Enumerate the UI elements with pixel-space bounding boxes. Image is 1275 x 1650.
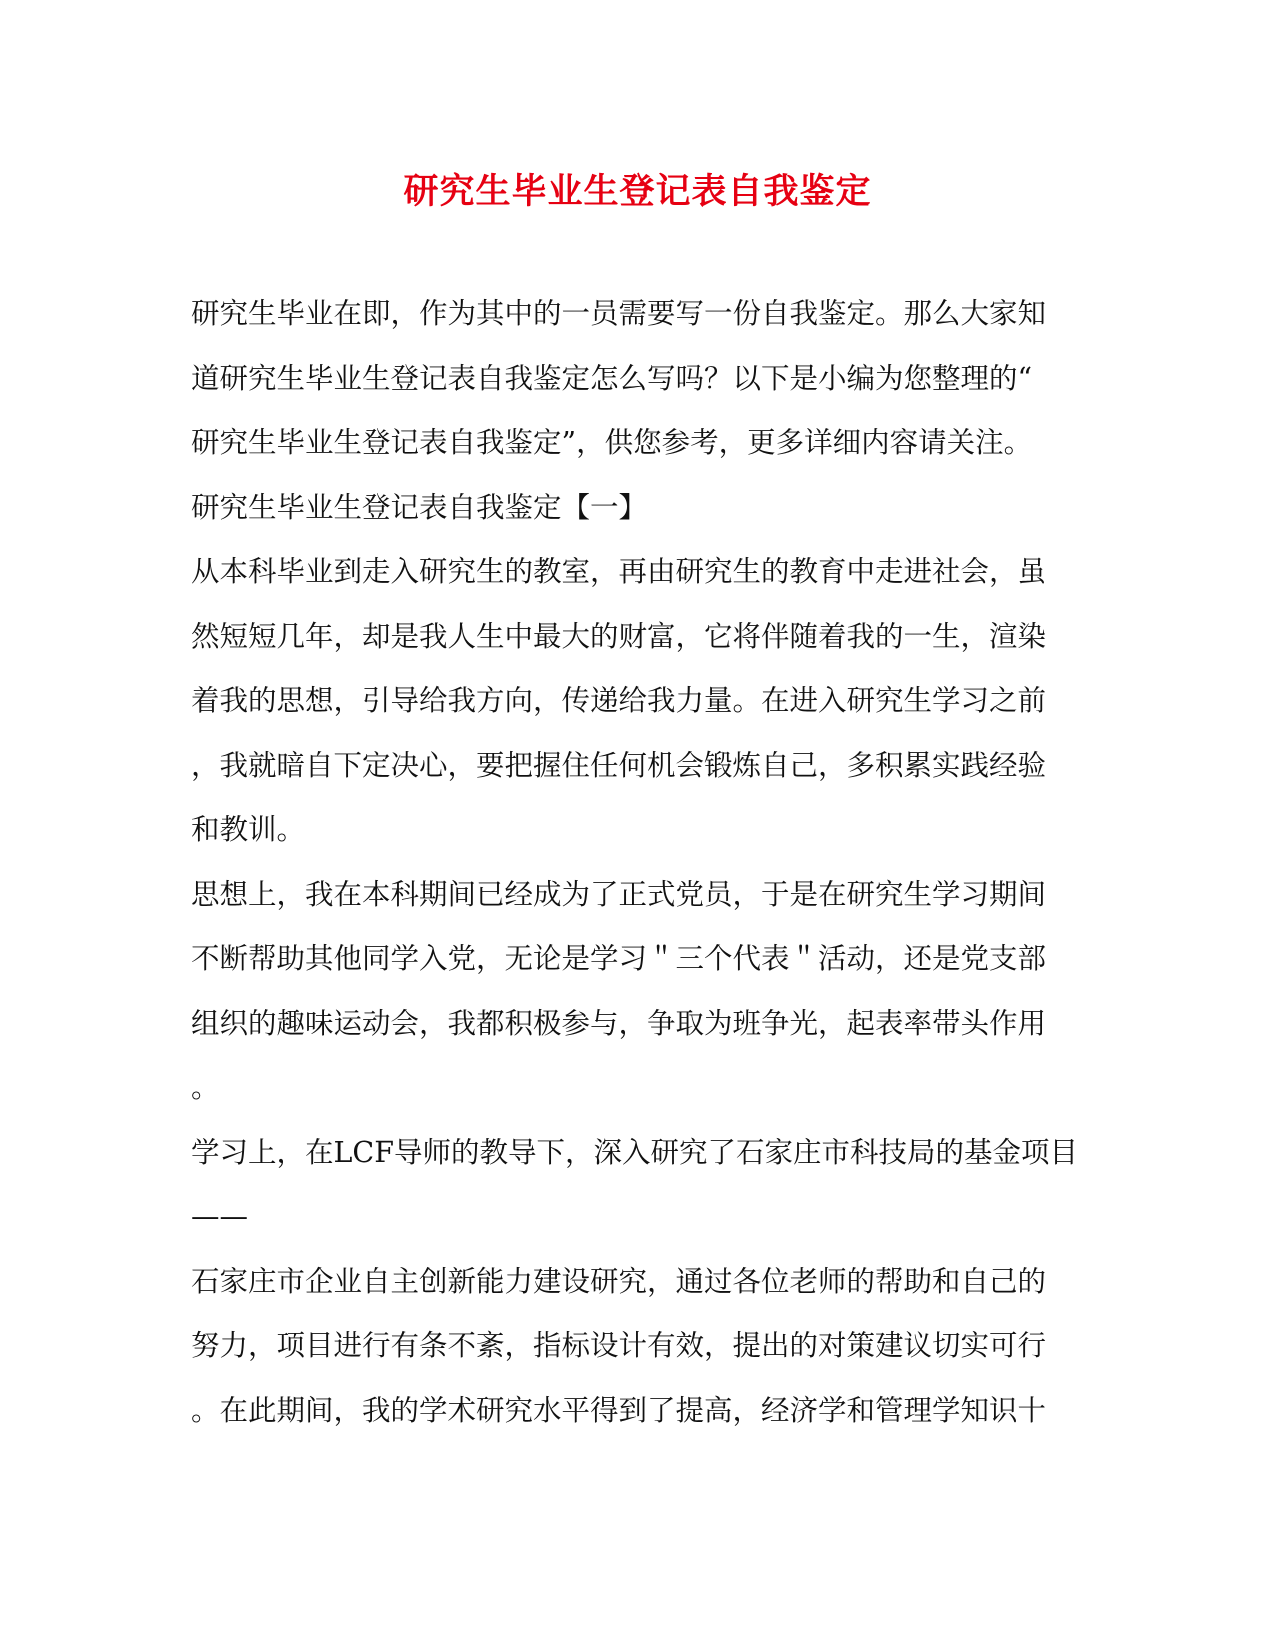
text-line: 不断帮助其他同学入党，无论是学习＂三个代表＂活动，还是党支部 [191, 942, 1047, 975]
document-title: 研究生毕业生登记表自我鉴定 [403, 171, 872, 212]
text-line: 研究生毕业生登记表自我鉴定”，供您参考，更多详细内容请关注。 [191, 426, 1033, 459]
text-line: 道研究生毕业生登记表自我鉴定怎么写吗？以下是小编为您整理的“ [191, 361, 1033, 395]
document-body [191, 291, 1091, 1452]
text-line: 着我的思想，引导给我方向，传递给我力量。在进入研究生学习之前 [191, 684, 1047, 717]
text-line: ，我就暗自下定决心，要把握住任何机会锻炼自己，多积累实践经验 [191, 748, 1047, 782]
text-line: 从本科毕业到走入研究生的教室，再由研究生的教育中走进社会，虽 [191, 555, 1047, 588]
text-line: 努力，项目进行有条不紊，指标设计有效，提出的对策建议切实可行 [191, 1329, 1047, 1362]
text-line: 然短短几年，却是我人生中最大的财富，它将伴随着我的一生，渲染 [191, 619, 1047, 653]
text-line: 和教训。 [191, 813, 306, 846]
text-line: 组织的趣味运动会，我都积极参与，争取为班争光，起表率带头作用 [191, 1006, 1047, 1040]
text-line: 思想上，我在本科期间已经成为了正式党员，于是在研究生学习期间 [191, 877, 1047, 911]
text-line: 。在此期间，我的学术研究水平得到了提高，经济学和管理学知识十 [191, 1393, 1047, 1427]
section-heading: 研究生毕业生登记表自我鉴定【一】 [191, 490, 648, 524]
text-line: —— [191, 1200, 248, 1233]
text-line: 石家庄市企业自主创新能力建设研究，通过各位老师的帮助和自己的 [191, 1264, 1047, 1298]
text-line: 研究生毕业在即，作为其中的一员需要写一份自我鉴定。那么大家知 [191, 297, 1047, 330]
text-line: 。 [191, 1071, 220, 1104]
text-line: 学习上，在LCF导师的教导下，深入研究了石家庄市科技局的基金项目 [191, 1135, 1079, 1169]
